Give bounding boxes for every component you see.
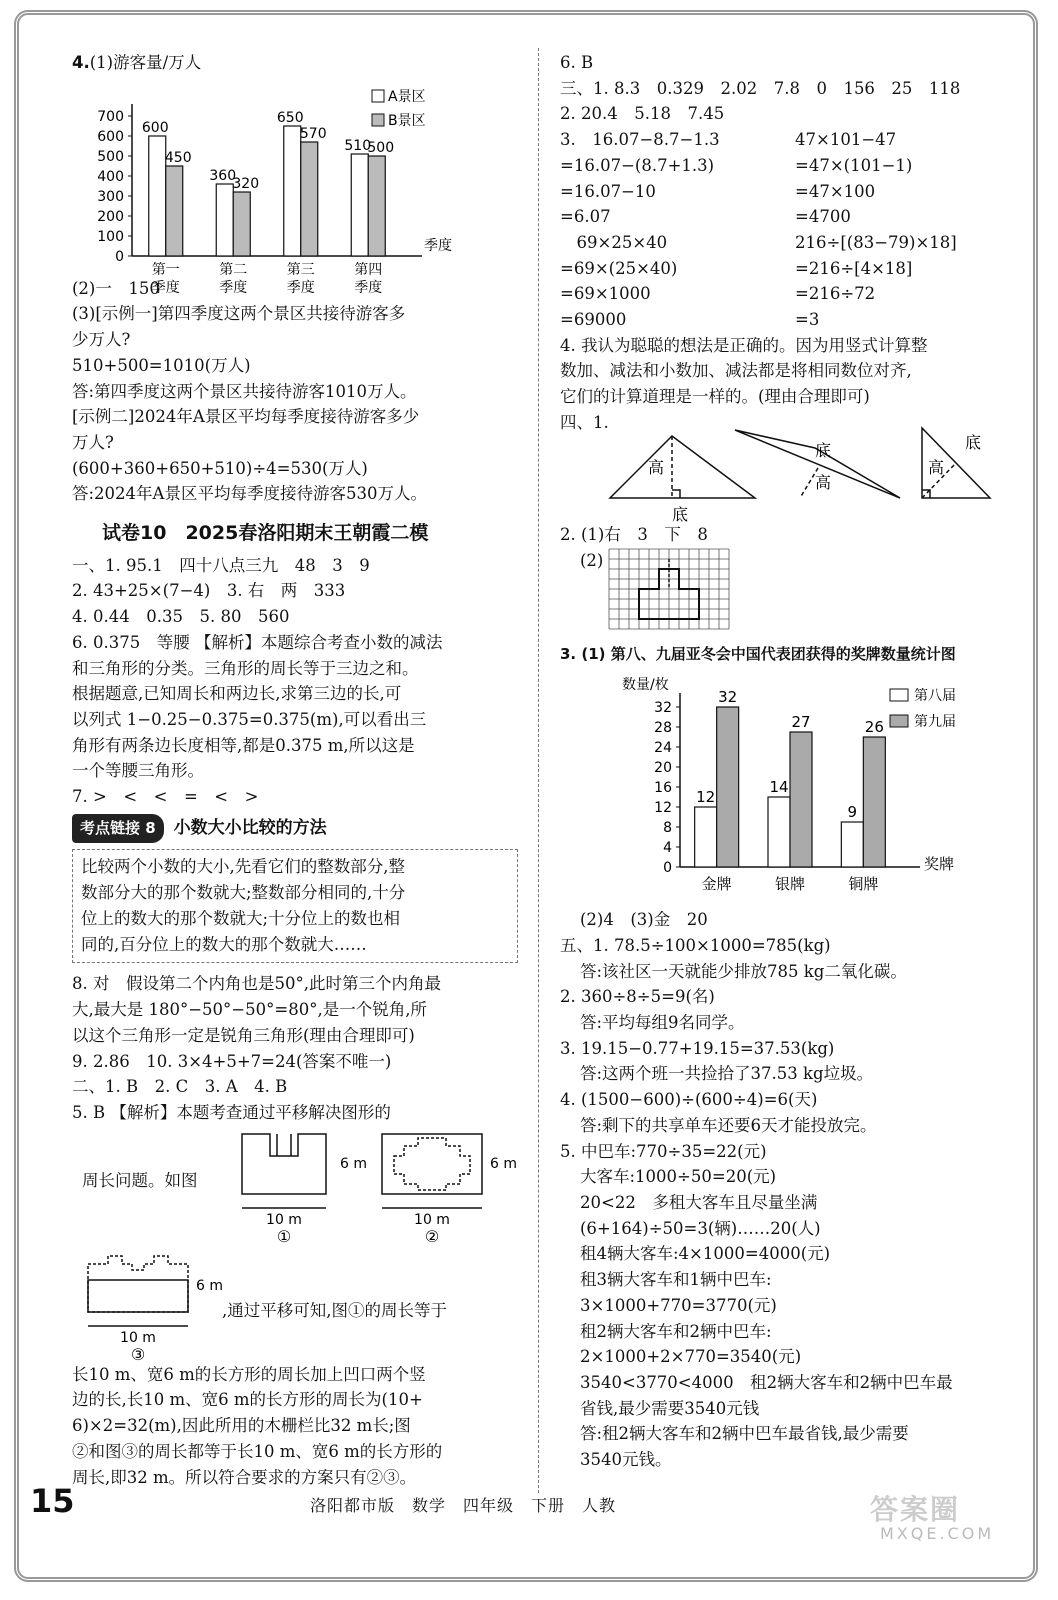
answer-line: 4. 0.44 0.35 5. 80 560 [72,607,290,627]
x-tick-label: 第四 [354,261,383,278]
knowledge-line: 比较两个小数的大小,先看它们的整数部分,整 [81,857,405,877]
answer-line: 四、1. [560,412,609,432]
answer-line: 4. (1500−600)÷(600÷4)=6(天) [560,1090,818,1110]
answer-line: 大客车:1000÷50=20(元) [580,1167,777,1187]
y-tick-label: 12 [654,800,672,817]
fence-figures-1-2 [222,1126,522,1244]
answer-line: 6)×2=32(m),因此所用的木栅栏比32 m长;图 [72,1416,411,1436]
bar-a [216,184,233,256]
bar-eighth [841,822,863,867]
knowledge-line: 数部分大的那个数就大;整数部分相同的,十分 [81,883,406,903]
answer-line: 大,最大是 180°−50°−50°=80°,是一个锐角,所 [72,1000,427,1020]
bar-ninth [717,707,739,867]
bar-value-label: 14 [769,778,789,797]
answer-line: 6. 0.375 等腰 【解析】本题综合考查小数的减法 [72,632,443,652]
answer-line: 3. 19.15−0.77+19.15=37.53(kg) [560,1038,835,1058]
y-tick-label: 16 [654,780,672,797]
y-tick-label: 0 [115,248,124,265]
triangles-row [560,410,1020,522]
figure-3 [88,1256,188,1326]
page-number: 15 [30,1482,75,1520]
x-tick-label: 铜牌 [848,875,879,894]
answer-line: (3)[示例一]第四季度这两个景区共接待游客多 [72,304,406,324]
calc-step: =16.07−10 [560,181,656,201]
calc-step: =47×(101−1) [795,155,913,175]
triangle-1 [610,436,755,498]
answer-line: 答:平均每组9名同学。 [580,1013,745,1033]
bar-value-label: 32 [718,688,738,707]
answer-line: 3540<3770<4000 租2辆大客车和2辆中巴车最 [580,1372,953,1392]
answer-line: 租4辆大客车:4×1000=4000(元) [580,1244,831,1264]
bar-value-label: 12 [696,788,716,807]
bar-b [301,142,318,256]
x-tick-label: 第二 [219,261,248,278]
answer-line: 7. > < < = < > [72,787,259,807]
answer-line: 6. B [560,53,594,72]
q-number: 4. [72,53,90,72]
grid-figure-row [560,548,1020,638]
calculation-grid [560,127,1020,333]
answer-line: 一、1. 95.1 四十八点三九 48 3 9 [72,555,370,575]
answer-line: 20<22 多租大客车且尽量坐满 [580,1192,818,1212]
bar-value-label: 500 [367,139,395,156]
calc-step: =69000 [560,310,627,330]
answer-line: 510+500=1010(万人) [72,355,251,375]
answer-line: [示例二]2024年A景区平均每季度接待游客多少 [72,407,420,427]
x-tick-label: 第一 [151,261,180,278]
chart1-ylabel: (1)游客量/万人 [89,53,202,72]
x-axis-label: 季度 [424,237,452,254]
fence-figures-row2 [72,1250,518,1362]
medal-bar-chart [560,667,980,907]
answer-line: 和三角形的分类。三角形的周长等于三边之和。 [72,658,419,678]
x-axis-label: 奖牌 [924,855,955,874]
answer-line: 5. B 【解析】本题考查通过平移解决图形的 [72,1102,391,1122]
figure-1 [242,1134,326,1208]
triangle-heights-figure [560,418,1010,530]
legend-a-label: A景区 [388,88,426,105]
bar-value-label: 450 [164,149,192,166]
legend-8-swatch [890,689,908,701]
legend-b-label: B景区 [388,112,426,129]
answer-line: 2×1000+2×770=3540(元) [580,1347,802,1367]
right-column [560,50,1020,1473]
y-tick-label: 0 [663,860,672,877]
bar-b [233,192,250,256]
answer-line: ,通过平移可知,图①的周长等于 [222,1300,447,1320]
fig3-caption: ③ [130,1344,146,1364]
bar-value-label: 600 [141,119,169,136]
x-tick-label: 季度 [219,279,248,296]
answer-line: 租2辆大客车和2辆中巴车: [580,1321,772,1341]
y-tick-label: 300 [97,188,124,205]
fig2-width-label: 10 m [414,1211,450,1228]
y-tick-label: 700 [97,108,124,125]
legend-9-swatch [890,715,908,727]
legend-a-swatch [372,90,384,102]
legend-b-swatch [372,114,384,126]
chart2-title: 3. (1) 第八、九届亚冬会中国代表团获得的奖牌数量统计图 [560,644,956,663]
x-tick-label: 季度 [286,279,315,296]
answer-line: 2. 20.4 5.18 7.45 [560,104,725,124]
answer-line: (600+360+650+510)÷4=530(万人) [72,458,368,478]
answer-line: 答:2024年A景区平均每季度接待游客530万人。 [72,484,427,504]
fence-figure-3 [82,1250,232,1362]
bar-eighth [768,797,790,867]
knowledge-line: 位上的数大的那个数就大;十分位上的数也相 [81,909,401,929]
left-column [72,50,518,1490]
bar-eighth [695,807,717,867]
calc-step: =16.07−(8.7+1.3) [560,155,715,175]
knowledge-link-body [72,849,518,963]
answer-line: 边的长,长10 m、宽6 m的长方形的周长为(10+ [72,1390,423,1410]
answer-line: 2. (1)右 3 下 8 [560,524,708,544]
fig2-height-label: 6 m [490,1155,517,1172]
tri2-height-label: 高 [815,472,832,492]
x-tick-label: 银牌 [774,875,806,894]
knowledge-link-title: 小数大小比较的方法 [173,817,327,838]
fig1-width-label: 10 m [266,1211,302,1228]
answer-line: 以这个三角形一定是锐角三角形(理由合理即可) [72,1025,415,1045]
bar-ninth [863,737,885,867]
answer-line: 五、1. 78.5÷100×1000=785(kg) [560,935,831,955]
answer-line: 根据题意,已知周长和两边长,求第三边的长,可 [72,684,402,704]
bar-a [351,154,368,256]
calc-step: 216÷[(83−79)×18] [795,232,957,252]
calc-step: =69×1000 [560,284,651,304]
answer-line: 一个等腰三角形。 [72,761,204,781]
tri3-height-label: 高 [928,457,945,477]
fig1-height-label: 6 m [340,1155,367,1172]
calc-step: =47×100 [795,181,876,201]
q5-solution [560,1139,1020,1473]
answer-line: 少万人? [72,330,131,350]
watermark-logo: 答案圈 [870,1493,961,1526]
calc-step: 69×25×40 [560,232,668,252]
answer-line: (2)4 (3)金 20 [580,910,708,930]
fig3-height-label: 6 m [196,1277,223,1294]
answer-line: 租3辆大客车和1辆中巴车: [580,1270,772,1290]
bar-b [166,166,183,256]
answer-line: 3540元钱。 [580,1450,672,1470]
bar-value-label: 27 [791,713,811,732]
bar-ninth [790,732,812,867]
knowledge-link-header [72,814,518,844]
y-axis-label: 数量/枚 [622,677,669,694]
calc-step: =4700 [795,207,851,227]
bar-value-label: 320 [232,175,260,192]
bar-value-label: 26 [864,718,884,737]
answer-line: 9. 2.86 10. 3×4+5+7=24(答案不唯一) [72,1051,392,1071]
tri1-base-label: 底 [672,504,689,524]
answer-line: 3×1000+770=3770(元) [580,1295,777,1315]
bar-value-label: 360 [209,167,237,184]
y-tick-label: 100 [97,228,124,245]
y-tick-label: 32 [654,700,672,717]
bar-a [284,126,301,256]
answer-line: 长10 m、宽6 m的长方形的周长加上凹口两个竖 [72,1364,426,1384]
calc-step: =216÷72 [795,284,876,304]
answer-line: 2. 360÷8÷5=9(名) [560,987,715,1007]
answer-line: 4. 我认为聪聪的想法是正确的。因为用竖式计算整 [560,335,928,355]
section-title: 试卷10 2025春洛阳期末王朝霞二模 [102,522,429,545]
fig1-caption: ① [276,1226,292,1246]
footer-text: 洛阳都市版 数学 四年级 下册 人教 [310,1496,617,1515]
calc-step: =216÷[4×18] [795,258,913,278]
answer-line: 它们的计算道理是一样的。(理由合理即可) [560,387,870,407]
bar-b [368,156,385,256]
grid-translation-figure [608,548,738,638]
bar-value-label: 510 [344,137,372,154]
answer-line: ②和图③的周长都等于长10 m、宽6 m的长方形的 [72,1441,443,1461]
x-tick-label: 季度 [354,279,383,296]
answer-line: 答:该社区一天就能少排放785 kg二氧化碳。 [580,961,907,981]
x-tick-label: 金牌 [701,875,732,894]
y-tick-label: 200 [97,208,124,225]
tri1-height-label: 高 [648,457,665,477]
fig2-caption: ② [424,1226,440,1246]
y-tick-label: 600 [97,128,124,145]
y-tick-label: 400 [97,168,124,185]
answer-line: (2)一 150 [72,278,160,298]
y-tick-label: 4 [663,840,672,857]
answer-line: 8. 对 假设第二个内角也是50°,此时第三个内角最 [72,974,441,994]
answer-line: 万人? [72,432,114,452]
y-tick-label: 20 [654,760,672,777]
watermark-url: MXQE.COM [880,1524,995,1543]
y-tick-label: 24 [654,740,672,757]
answer-line: 答:租2辆大客车和2辆中巴车最省钱,最少需要 [580,1424,909,1444]
answer-line: 二、1. B 2. C 3. A 4. B [72,1077,288,1097]
figure-2 [382,1134,482,1208]
answer-line: 答:这两个班一共捡拾了37.53 kg垃圾。 [580,1064,874,1084]
answer-line: 5. 中巴车:770÷35=22(元) [560,1141,767,1161]
calc-step: =3 [795,310,820,330]
calc-step: 3. 16.07−8.7−1.3 [560,130,720,150]
bar-value-label: 650 [276,109,304,126]
answer-line: 2. 43+25×(7−4) 3. 右 两 333 [72,581,346,601]
calc-step: =6.07 [560,207,611,227]
tri2-base-label: 底 [815,440,832,460]
knowledge-line: 同的,百分位上的数大的那个数就大…… [81,935,367,955]
y-tick-label: 28 [654,720,672,737]
legend-9-label: 第九届 [914,714,956,731]
answer-line: 周长问题。如图 [82,1170,198,1190]
answer-line: 数加、减法和小数加、减法都是将相同数位对齐, [560,361,912,381]
y-tick-label: 8 [663,820,672,837]
answer-line: 周长,即32 m。所以符合要求的方案只有②③。 [72,1467,417,1487]
legend-8-label: 第八届 [914,688,956,705]
knowledge-link-tag: 考点链接 8 [72,814,164,844]
fence-figures-row1 [72,1126,518,1244]
bar-value-label: 570 [299,125,327,142]
y-tick-label: 500 [97,148,124,165]
answer-line: 省钱,最少需要3540元钱 [580,1398,760,1418]
column-divider [538,48,539,1493]
bar-a [149,136,166,256]
bar-value-label: 9 [847,803,858,822]
calc-step: =69×(25×40) [560,258,678,278]
tri3-base-label: 底 [965,432,982,452]
answer-line: 以列式 1−0.25−0.375=0.375(m),可以看出三 [72,709,427,729]
answer-line: 角形有两条边长度相等,都是0.375 m,所以这是 [72,735,415,755]
calc-step: 47×101−47 [795,130,897,150]
answer-line: (2) [580,550,604,570]
answer-line: 答:第四季度这两个景区共接待游客1010万人。 [72,381,417,401]
answer-line: 答:剩下的共享单车还要6天才能投放完。 [580,1115,877,1135]
fig3-width-label: 10 m [120,1329,156,1346]
x-tick-label: 季度 [151,279,180,296]
answer-line: (6+164)÷50=3(辆)……20(人) [580,1218,821,1238]
x-tick-label: 第三 [286,261,315,278]
answer-line: 三、1. 8.3 0.329 2.02 7.8 0 156 25 118 [560,78,961,98]
